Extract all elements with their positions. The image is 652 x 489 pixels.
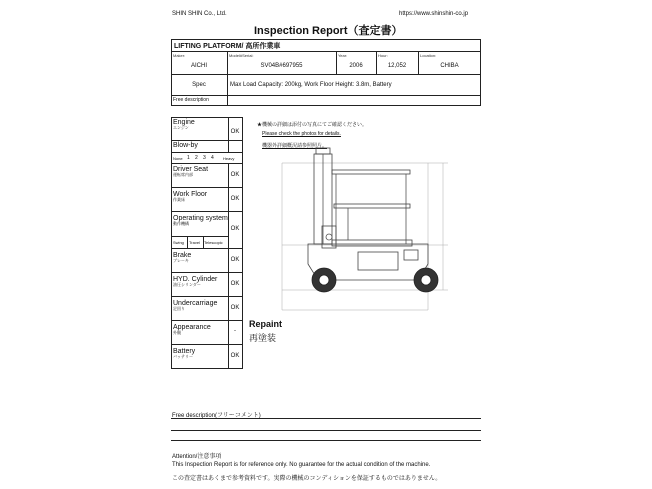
machine-category: LIFTING PLATFORM/ 高所作業車 (174, 43, 281, 50)
blowby-level-2: 2 (195, 155, 198, 161)
photo-note-jp: ★機械の詳細は添付の写真にてご確認ください。 (257, 122, 368, 128)
maker-label: Maker: (173, 53, 186, 58)
engine-row (173, 119, 195, 131)
driver-seat-row (173, 166, 208, 178)
operating-system-label-jp: 動作機構 (173, 221, 189, 227)
spec-label: Spec (192, 82, 206, 88)
appearance-row (173, 324, 211, 336)
operating-system-value: OK (230, 226, 240, 232)
brake-label: Brake (173, 252, 192, 259)
undercarriage-value: OK (230, 305, 240, 311)
undercarriage-label: Undercarriage (173, 300, 218, 307)
engine-label-jp: エンジン (173, 125, 189, 131)
footer-free-description-label: Free description(フリーコメント) (172, 413, 261, 419)
appearance-value: - (234, 328, 236, 334)
blowby-level-4: 4 (211, 155, 214, 161)
disclaimer-en: This Inspection Report is for reference only. No guarantee for the actual condition of the machine. (172, 462, 431, 468)
company-name: SHIN SHIN Co., Ltd. (172, 11, 227, 17)
appearance-label-jp: 外観 (173, 330, 181, 336)
brake-value: OK (230, 257, 240, 263)
operating-telescopic: Telescopic (204, 240, 223, 245)
hour-label: Hour: (378, 53, 388, 58)
work-floor-label: Work Floor (173, 191, 208, 198)
blowby-none: None (173, 156, 183, 161)
location-value: CHIBA (440, 63, 459, 69)
company-url[interactable]: https://www.shinshin-co.jp (399, 11, 469, 17)
undercarriage-row (173, 300, 217, 312)
operating-swing: Swing (173, 240, 184, 245)
inspection-report-sheet (150, 0, 502, 489)
year-value: 2006 (349, 63, 363, 69)
year-label: Year: (338, 53, 348, 58)
battery-label-jp: バッテリー (173, 354, 193, 360)
model-value: SV04B#697955 (260, 63, 303, 69)
brake-label-jp: ブレーキ (173, 258, 189, 264)
hyd-cylinder-label: HYD. Cylinder (173, 276, 218, 283)
hyd-cylinder-row (173, 276, 217, 288)
engine-value: OK (230, 129, 240, 135)
maker-value: AICHI (190, 63, 207, 69)
appearance-label: Appearance (173, 324, 211, 331)
operating-system-label: Operating system (173, 215, 228, 222)
operating-system-row (173, 215, 228, 227)
location-label: Location: (420, 53, 437, 58)
lifting-platform-diagram (278, 140, 458, 320)
work-floor-value: OK (230, 196, 240, 202)
attention-heading: Attention/注意事項 (172, 454, 222, 460)
blowby-heavy: Heavy (223, 156, 235, 161)
photo-note-cn: 機器外詳細概況請参照照片。 (262, 143, 328, 149)
battery-row (173, 348, 195, 360)
battery-value: OK (230, 353, 240, 359)
free-description-line-3 (171, 440, 481, 441)
brake-row (173, 252, 191, 264)
spec-value: Max Load Capacity: 200kg, Work Floor Height: 3.8m, Battery (230, 82, 392, 88)
free-description-line-1 (171, 418, 481, 419)
engine-label: Engine (173, 119, 195, 126)
disclaimer-jp: この査定書はあくまで参考資料です。実際の機械のコンディションを保証するものではありません。 (172, 476, 442, 482)
model-label: Model#Serial: (229, 53, 254, 58)
hour-value: 12,052 (387, 63, 407, 69)
driver-seat-value: OK (230, 172, 240, 178)
undercarriage-label-jp: 足回り (173, 306, 185, 312)
repaint-label-jp: 再塗装 (249, 333, 277, 343)
hyd-cylinder-value: OK (230, 281, 240, 287)
work-floor-label-jp: 作業床 (173, 197, 185, 203)
work-floor-row (173, 191, 207, 203)
operating-travel: Travel (189, 240, 200, 245)
hyd-cylinder-label-jp: 油圧シリンダー (173, 282, 201, 288)
driver-seat-label-jp: 運転席内部 (173, 172, 193, 178)
driver-seat-label: Driver Seat (173, 166, 209, 173)
blowby-level-1: 1 (187, 155, 190, 161)
blowby-label: Blow-by (173, 142, 198, 149)
report-title: Inspection Report（査定書） (254, 25, 403, 37)
repaint-label: Repaint (249, 319, 283, 329)
battery-label: Battery (173, 348, 196, 355)
photo-note-en: Please check the photos for details. (262, 131, 341, 137)
free-description-label: Free description (173, 97, 209, 103)
free-description-line-2 (171, 430, 481, 431)
blowby-level-3: 3 (203, 155, 206, 161)
